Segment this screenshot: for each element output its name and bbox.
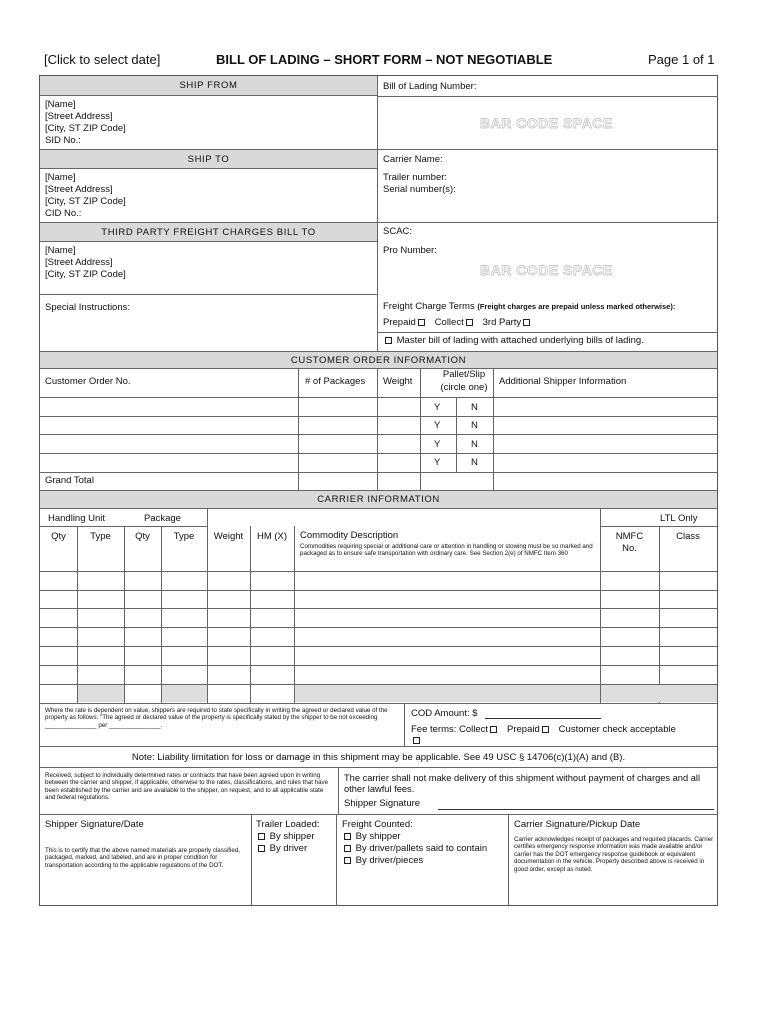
hu-qty-header: Qty — [51, 531, 66, 542]
pkg-qty-header: Qty — [135, 531, 150, 542]
carrier-name-label: Carrier Name: — [383, 154, 443, 165]
pallet-n-2[interactable]: N — [471, 420, 478, 431]
date-picker[interactable]: [Click to select date] — [44, 52, 161, 67]
barcode-space: BAR CODE SPACE — [480, 115, 613, 131]
pkg-type-header: Type — [173, 531, 195, 542]
carrier-acknowledgement: Carrier acknowledges receipt of packages and required placards. Carrier certifies emergency response information was made available and/or carrier has the DOT emergency response guidebook or equivalent documentation in the vehicle. Property described above is received in good order, except as noted. — [514, 836, 714, 873]
ltl-only-header: LTL Only — [660, 513, 698, 524]
special-instructions-label: Special Instructions: — [45, 302, 131, 313]
collect-label: Collect — [434, 317, 464, 328]
commodity-description-header: Commodity Description — [300, 530, 399, 541]
pallet-n-3[interactable]: N — [471, 439, 478, 450]
ship-from-sid[interactable]: SID No.: — [45, 135, 81, 146]
nmfc-no-header: No. — [622, 543, 637, 554]
fee-prepaid-checkbox[interactable] — [542, 726, 549, 733]
ship-from-heading: SHIP FROM — [40, 76, 377, 96]
pallet-y-2[interactable]: Y — [434, 420, 441, 431]
fc-driver-pallets-label: By driver/pallets said to contain — [355, 843, 488, 854]
fee-terms-collect-label: Fee terms: Collect — [411, 724, 489, 735]
hm-header: HM (X) — [256, 531, 288, 542]
master-bol-label: Master bill of lading with attached underlying bills of lading. — [396, 335, 644, 346]
scac-label: SCAC: — [383, 226, 413, 237]
page-number: Page 1 of 1 — [648, 52, 715, 67]
serial-number-label: Serial number(s): — [383, 184, 456, 195]
bol-number-label: Bill of Lading Number: — [383, 81, 477, 92]
fc-by-shipper-option — [342, 831, 401, 843]
trailer-number-label: Trailer number: — [383, 172, 448, 183]
ship-from-street[interactable]: [Street Address] — [45, 111, 113, 122]
freight-terms-options — [383, 317, 532, 329]
pallet-y-1[interactable]: Y — [434, 402, 441, 413]
prepaid-label: Prepaid — [383, 317, 416, 328]
pkg-total-shade — [162, 685, 207, 702]
fc-by-shipper-label: By shipper — [355, 831, 401, 842]
customer-check-checkbox[interactable] — [413, 737, 420, 744]
hu-total-shade — [78, 685, 124, 702]
third-party-checkbox[interactable] — [523, 319, 530, 326]
freight-terms-label: Freight Charge Terms — [383, 301, 475, 312]
third-party-heading: THIRD PARTY FREIGHT CHARGES BILL TO — [40, 222, 377, 242]
nmfc-header: NMFC — [615, 531, 644, 542]
fee-prepaid-label: Prepaid — [507, 724, 540, 735]
fc-driver-pieces-checkbox[interactable] — [344, 857, 351, 864]
freight-terms-note: (Freight charges are prepaid unless marked otherwise): — [477, 302, 676, 311]
pallet-y-3[interactable]: Y — [434, 439, 441, 450]
grand-total-label: Grand Total — [45, 475, 94, 486]
received-terms: Received, subject to individually determined rates or contracts that have been agreed upon in writing between the carrier and shipper, if applicable, otherwise to the rates, classifications, and rules that have been established by the carrier and are available to the shipper, on request, and to all applicable state and federal regulations. — [45, 772, 329, 802]
cod-amount-label: COD Amount: $ — [411, 708, 478, 719]
fc-driver-pallets-option — [342, 843, 487, 855]
ship-from-city[interactable]: [City, ST ZIP Code] — [45, 123, 126, 134]
master-bol-option — [383, 335, 644, 347]
trailer-by-shipper-label: By shipper — [269, 831, 315, 842]
carrier-signature-label: Carrier Signature/Pickup Date — [514, 819, 641, 830]
third-party-label: 3rd Party — [482, 317, 522, 328]
liability-note: Note: Liability limitation for loss or damage in this shipment may be applicable. See 49 USC § 14706(c)(1)(A) and (B). — [131, 752, 626, 763]
trailer-by-driver-option — [256, 843, 307, 855]
ship-to-street[interactable]: [Street Address] — [45, 184, 113, 195]
pallet-slip-header: Pallet/Slip — [442, 369, 486, 380]
shipper-signature-label: Shipper Signature — [344, 798, 421, 809]
cod-amount-line[interactable] — [485, 718, 601, 719]
commodity-note: Commodities requiring special or additional care or attention in handling or stowing must be so marked and packaged as to ensure safe transportation with ordinary care. See Section 2(e) of NMFC Item 360 — [300, 543, 593, 558]
shipper-signature-date-label: Shipper Signature/Date — [45, 819, 144, 830]
shipper-signature-line[interactable] — [438, 809, 714, 810]
package-header: Package — [144, 513, 181, 524]
ship-to-city[interactable]: [City, ST ZIP Code] — [45, 196, 126, 207]
bill-of-lading-form — [39, 75, 718, 906]
carrier-payment-note: The carrier shall not make delivery of this shipment without payment of charges and all other lawful fees. — [344, 773, 701, 794]
carrier-info-heading: CARRIER INFORMATION — [40, 490, 717, 509]
ship-from-name[interactable]: [Name] — [45, 99, 76, 110]
hu-type-header: Type — [90, 531, 111, 542]
ltl-total-shade — [601, 685, 717, 702]
ship-to-heading: SHIP TO — [40, 149, 377, 169]
third-party-city[interactable]: [City, ST ZIP Code] — [45, 269, 126, 280]
master-bol-checkbox[interactable] — [385, 337, 392, 344]
barcode-space-2: BAR CODE SPACE — [480, 262, 613, 278]
prepaid-checkbox[interactable] — [418, 319, 425, 326]
ship-to-cid[interactable]: CID No.: — [45, 208, 82, 219]
pro-number-label: Pro Number: — [383, 245, 437, 256]
trailer-by-shipper-option — [256, 831, 315, 843]
collect-checkbox[interactable] — [466, 319, 473, 326]
customer-check-label: Customer check acceptable — [558, 724, 676, 735]
packages-header: # of Packages — [305, 376, 366, 387]
trailer-by-shipper-checkbox[interactable] — [258, 833, 265, 840]
fc-by-shipper-checkbox[interactable] — [344, 833, 351, 840]
ci-weight-header: Weight — [213, 531, 244, 542]
declared-value-note: Where the rate is dependent on value, shippers are required to state specifically in writing the agreed or declared value of the property as follows: "The agreed or declared value of the property is specifically stated by the shipper to be not exceeding _______________ per _______________. — [45, 707, 388, 729]
class-header: Class — [676, 531, 700, 542]
customer-order-heading: CUSTOMER ORDER INFORMATION — [40, 351, 717, 369]
freight-charge-terms — [383, 301, 675, 313]
pallet-n-4[interactable]: N — [471, 457, 478, 468]
cod-fee-terms — [411, 724, 676, 736]
fc-driver-pieces-label: By driver/pieces — [355, 855, 424, 866]
pallet-y-4[interactable]: Y — [434, 457, 441, 468]
fc-driver-pieces-option — [342, 855, 423, 867]
fc-driver-pallets-checkbox[interactable] — [344, 845, 351, 852]
trailer-by-driver-label: By driver — [269, 843, 308, 854]
fee-collect-checkbox[interactable] — [490, 726, 497, 733]
pallet-n-1[interactable]: N — [471, 402, 478, 413]
document-title: BILL OF LADING – SHORT FORM – NOT NEGOTIABLE — [216, 52, 553, 67]
ship-to-name[interactable]: [Name] — [45, 172, 76, 183]
freight-counted-label: Freight Counted: — [342, 819, 413, 830]
handling-unit-header: Handling Unit — [48, 513, 106, 524]
third-party-name[interactable]: [Name] — [45, 245, 76, 256]
commodity-total-shade — [295, 685, 600, 702]
weight-header: Weight — [383, 376, 413, 387]
additional-info-header: Additional Shipper Information — [499, 376, 627, 387]
trailer-by-driver-checkbox[interactable] — [258, 845, 265, 852]
trailer-loaded-label: Trailer Loaded: — [256, 819, 320, 830]
shipper-certification: This is to certify that the above named materials are properly classified, packaged, marked, and labeled, and are in proper condition for transportation according to the applicable regulations of the DOT. — [45, 847, 240, 869]
customer-order-no-header: Customer Order No. — [45, 376, 131, 387]
third-party-street[interactable]: [Street Address] — [45, 257, 113, 268]
circle-one-header: (circle one) — [440, 382, 488, 393]
